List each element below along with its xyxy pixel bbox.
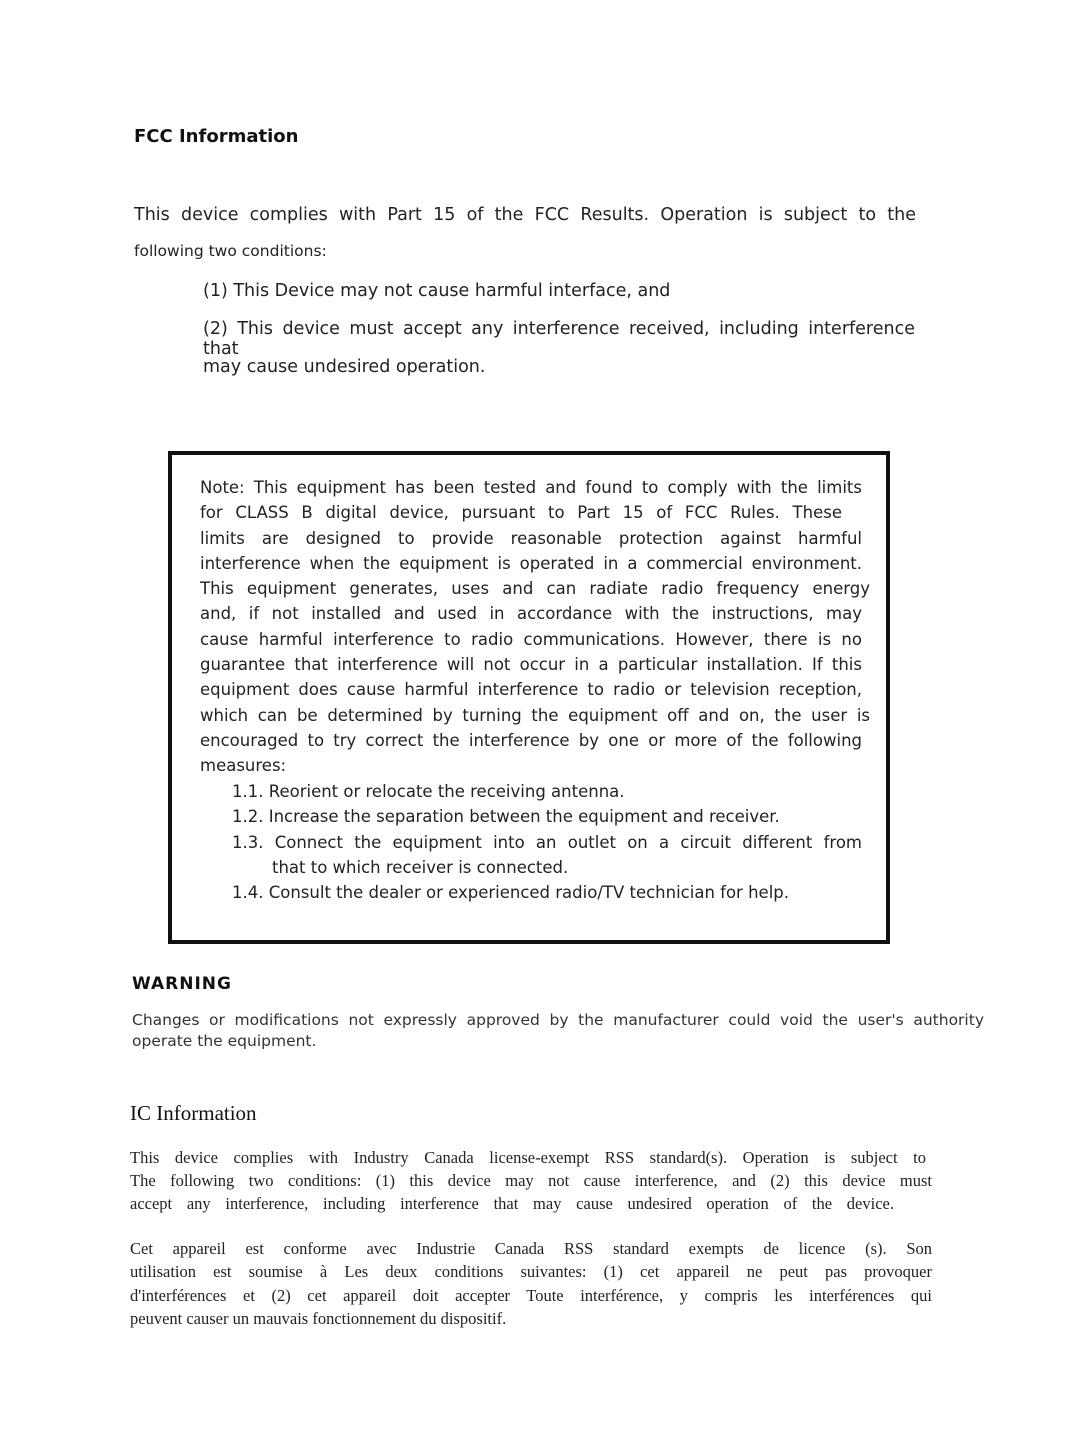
note-line: Note: This equipment has been tested and found to comply with the limits <box>200 478 862 497</box>
note-line: for CLASS B digital device, pursuant to Part 15 of FCC Rules. These <box>200 503 842 522</box>
note-line: and, if not installed and used in accordance with the instructions, may <box>200 604 862 623</box>
ic-en-line: The following two conditions: (1) this device may not cause interference, and (2) this device must <box>130 1171 932 1190</box>
ic-en-line: This device complies with Industry Canada license-exempt RSS standard(s). Operation is subject to <box>130 1148 926 1167</box>
ic-fr-line: d'interférences et (2) cet appareil doit accepter Toute interférence, y compris les interférences qui <box>130 1286 932 1305</box>
note-item: 1.3. Connect the equipment into an outlet on a circuit different from <box>232 833 862 852</box>
note-line: encouraged to try correct the interference by one or more of the following <box>200 731 862 750</box>
ic-fr-line: peuvent causer un mauvais fonctionnement du dispositif. <box>130 1309 507 1328</box>
note-line: This equipment generates, uses and can radiate radio frequency energy <box>200 579 870 598</box>
note-item: 1.1. Reorient or relocate the receiving antenna. <box>232 782 625 801</box>
note-line: limits are designed to provide reasonable protection against harmful <box>200 529 862 548</box>
warning-heading: WARNING <box>132 974 232 994</box>
fcc-heading: FCC Information <box>134 126 299 147</box>
note-line: which can be determined by turning the equipment off and on, the user is <box>200 706 870 725</box>
fcc-condition: (1) This Device may not cause harmful interface, and <box>203 281 671 301</box>
ic-en-line: accept any interference, including interference that may cause undesired operation of the device. <box>130 1194 894 1213</box>
note-line: guarantee that interference will not occur in a particular installation. If this <box>200 655 862 674</box>
fcc-condition: (2) This device must accept any interference received, including interference that <box>203 319 915 359</box>
note-item: 1.2. Increase the separation between the equipment and receiver. <box>232 807 780 826</box>
ic-heading: IC Information <box>130 1101 257 1125</box>
fcc-intro-line: following two conditions: <box>134 242 327 260</box>
fcc-intro-line: This device complies with Part 15 of the FCC Results. Operation is subject to the <box>134 205 916 225</box>
note-line: measures: <box>200 756 287 775</box>
note-line: interference when the equipment is operated in a commercial environment. <box>200 554 862 573</box>
note-item: that to which receiver is connected. <box>272 858 569 877</box>
fcc-condition: may cause undesired operation. <box>203 357 486 377</box>
note-line: equipment does cause harmful interference to radio or television reception, <box>200 680 862 699</box>
ic-fr-line: Cet appareil est conforme avec Industrie Canada RSS standard exempts de licence (s). Son <box>130 1239 932 1258</box>
warning-line: Changes or modifications not expressly approved by the manufacturer could void the user's authority <box>132 1011 984 1029</box>
warning-line: operate the equipment. <box>132 1032 317 1050</box>
ic-fr-line: utilisation est soumise à Les deux conditions suivantes: (1) cet appareil ne peut pas provoquer <box>130 1262 932 1281</box>
note-line: cause harmful interference to radio communications. However, there is no <box>200 630 862 649</box>
note-item: 1.4. Consult the dealer or experienced radio/TV technician for help. <box>232 883 789 902</box>
